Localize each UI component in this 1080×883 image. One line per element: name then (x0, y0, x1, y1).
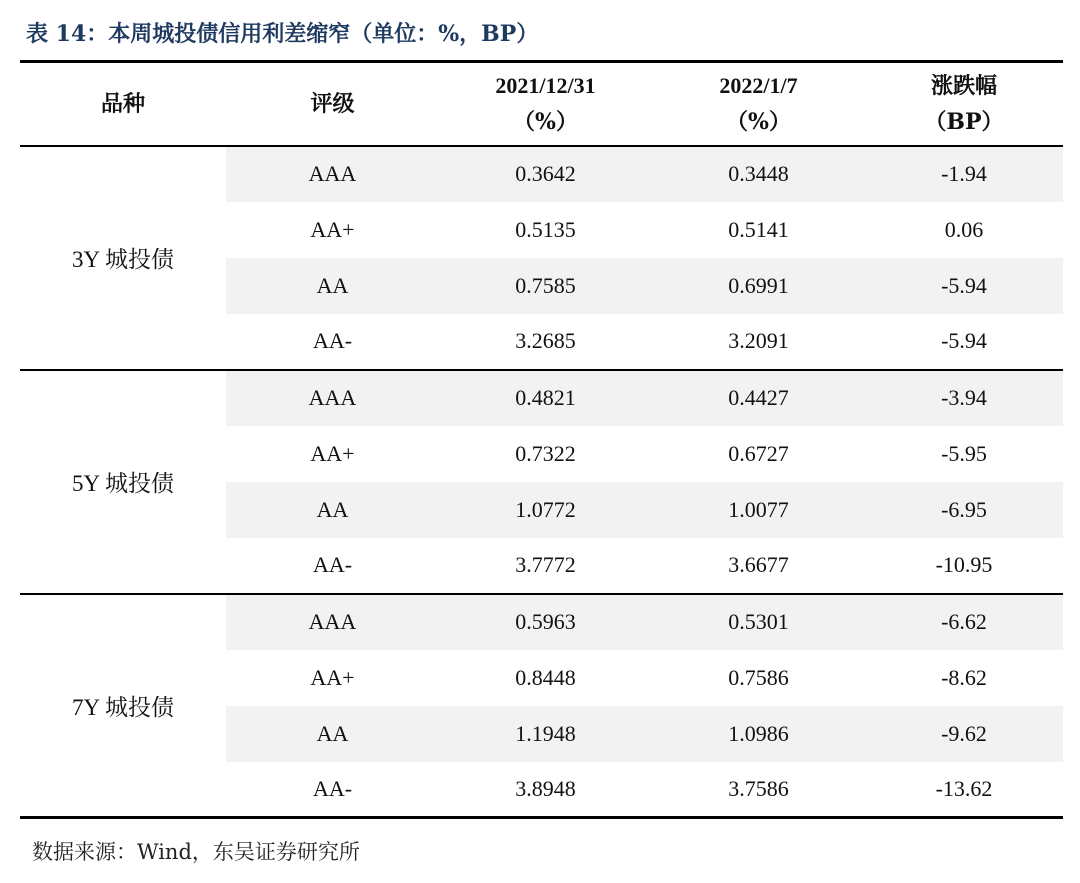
cell-change: -1.94 (865, 146, 1063, 202)
cell-value-date1: 3.7772 (439, 538, 652, 594)
cell-value-date1: 1.1948 (439, 706, 652, 762)
cell-change: -5.95 (941, 440, 987, 466)
credit-spread-table (20, 60, 1063, 819)
group-label-3y: 3Y 城投债 (20, 146, 226, 370)
cell-value-date1: 0.7322 (515, 440, 576, 466)
table-header-row (20, 62, 1063, 146)
cell-value-date2: 3.6677 (652, 538, 865, 594)
cell-change: -3.94 (865, 370, 1063, 426)
cell-value-date2: 0.5301 (652, 594, 865, 650)
cell-change: -5.94 (865, 258, 1063, 314)
header-date1-unit: （%） (513, 108, 578, 135)
cell-value-date1: 0.7585 (439, 258, 652, 314)
cell-change: -9.62 (865, 706, 1063, 762)
header-variety: 品种 (20, 62, 226, 146)
cell-value-date2: 0.5141 (728, 216, 789, 242)
header-change (865, 62, 1063, 146)
cell-value-date1: 3.2685 (439, 314, 652, 370)
cell-value-date2: 0.4427 (652, 370, 865, 426)
cell-change: -10.95 (865, 538, 1063, 594)
cell-rating: AA- (226, 538, 439, 594)
cell-value-date1: 0.3642 (439, 146, 652, 202)
cell-change: -6.95 (865, 482, 1063, 538)
cell-rating: AA (226, 258, 439, 314)
cell-value-date2: 0.6991 (652, 258, 865, 314)
cell-change: -8.62 (941, 664, 987, 690)
cell-rating: AA- (226, 314, 439, 370)
cell-change: -13.62 (865, 762, 1063, 818)
header-date1 (439, 62, 652, 146)
cell-value-date2: 1.0077 (652, 482, 865, 538)
cell-value-date1: 0.5963 (439, 594, 652, 650)
cell-change: -5.94 (865, 314, 1063, 370)
cell-value-date2: 3.2091 (652, 314, 865, 370)
cell-change: -6.62 (865, 594, 1063, 650)
cell-value-date2: 3.7586 (652, 762, 865, 818)
cell-rating: AA+ (310, 664, 355, 690)
header-change-unit: （BP） (924, 108, 1004, 135)
table-row (20, 594, 1063, 650)
cell-rating: AAA (226, 594, 439, 650)
header-date2 (652, 62, 865, 146)
cell-value-date2: 0.3448 (652, 146, 865, 202)
cell-rating: AA- (226, 762, 439, 818)
group-label-7y: 7Y 城投债 (20, 594, 226, 818)
cell-value-date2: 1.0986 (652, 706, 865, 762)
cell-value-date2: 0.6727 (728, 440, 789, 466)
cell-rating: AA (226, 706, 439, 762)
cell-rating: AAA (226, 370, 439, 426)
table-row (20, 370, 1063, 426)
cell-value-date1: 1.0772 (439, 482, 652, 538)
header-change-label: 涨跌幅 (930, 72, 997, 99)
cell-value-date1: 0.4821 (439, 370, 652, 426)
header-date2-unit: （%） (726, 108, 791, 135)
cell-value-date1: 3.8948 (439, 762, 652, 818)
header-date2-label: 2022/1/7 (719, 72, 798, 98)
cell-rating: AA (226, 482, 439, 538)
data-source-note: 数据来源：Wind，东吴证券研究所 (32, 840, 360, 864)
cell-value-date1: 0.5135 (515, 216, 576, 242)
group-label-5y: 5Y 城投债 (20, 370, 226, 594)
cell-value-date1: 0.8448 (515, 664, 576, 690)
table-row (20, 146, 1063, 202)
cell-rating: AAA (226, 146, 439, 202)
header-date1-label: 2021/12/31 (495, 72, 596, 98)
cell-rating: AA+ (310, 440, 355, 466)
cell-rating: AA+ (310, 216, 355, 242)
cell-change: 0.06 (944, 216, 984, 242)
header-rating: 评级 (226, 62, 439, 146)
table-title: 表 14：本周城投债信用利差缩窄（单位：%，BP） (26, 21, 539, 47)
cell-value-date2: 0.7586 (728, 664, 789, 690)
